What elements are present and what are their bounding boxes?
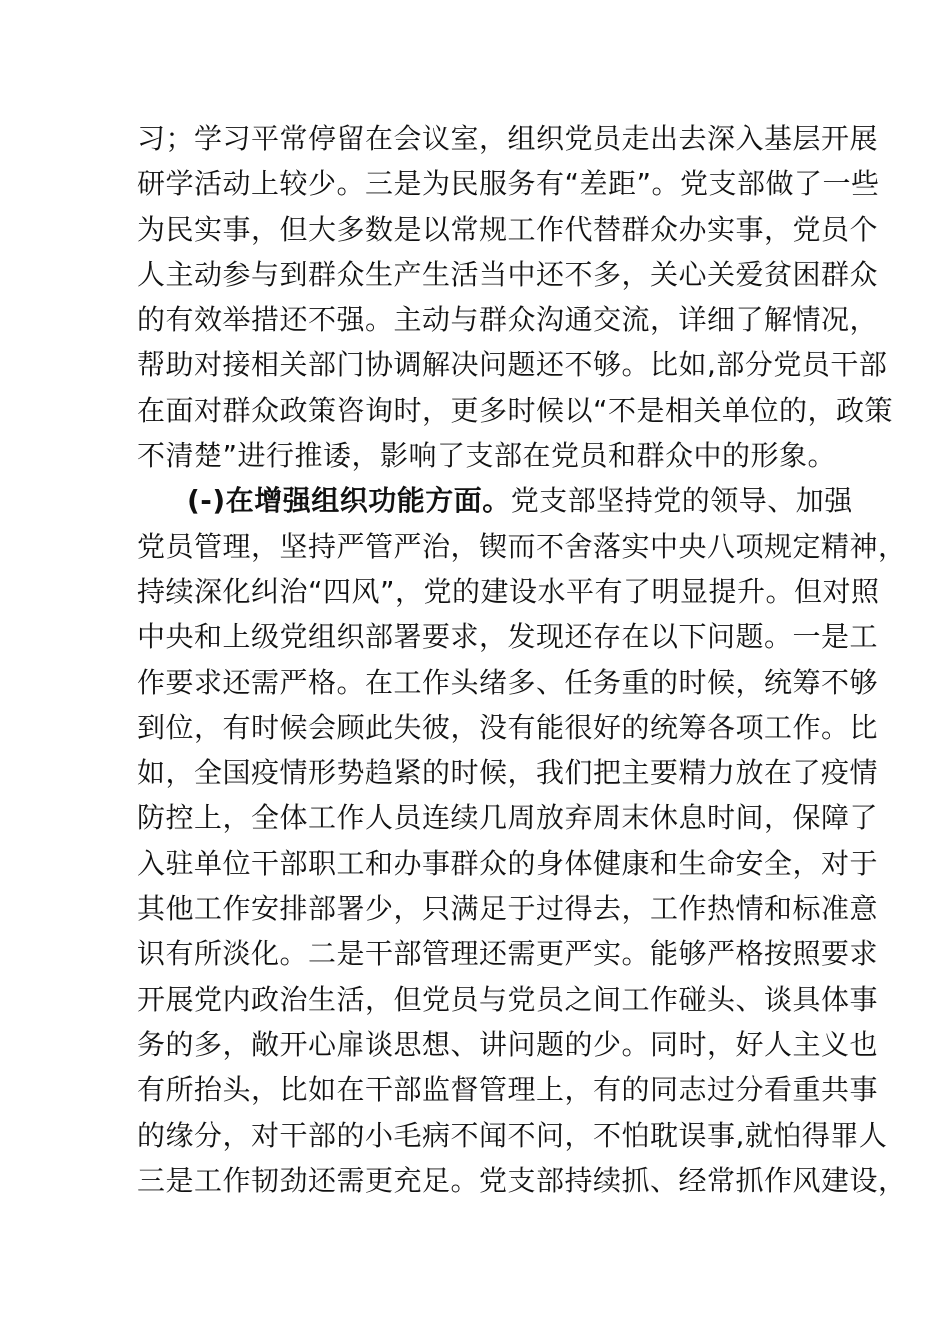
paragraph-line: 务的多，敞开心扉谈思想、讲问题的少。同时，好人主义也 bbox=[137, 1027, 879, 1061]
paragraph-line: 入驻单位干部职工和办事群众的身体健康和生命安全，对于 bbox=[137, 846, 879, 880]
paragraph-line: 研学活动上较少。三是为民服务有“差距”。党支部做了一些 bbox=[137, 167, 880, 201]
paragraph-line: 习；学习平常停留在会议室，组织党员走出去深入基层开展 bbox=[137, 122, 879, 155]
paragraph-line: 有所抬头，比如在干部监督管理上，有的同志过分看重共事 bbox=[137, 1073, 879, 1107]
paragraph-line: 的缘分，对干部的小毛病不闻不问，不怕耽误事,就怕得罪人 bbox=[137, 1118, 888, 1152]
paragraph-line: 开展党内政治生活，但党员与党员之间工作碰头、谈具体事 bbox=[137, 982, 879, 1016]
paragraph-line: 不清楚”进行推诿，影响了支部在党员和群众中的形象。 bbox=[137, 439, 837, 473]
paragraph-line: 为民实事，但大多数是以常规工作代替群众办实事，党员个 bbox=[137, 212, 879, 246]
paragraph-line: 识有所淡化。二是干部管理还需更严实。能够严格按照要求 bbox=[137, 937, 879, 971]
paragraph-line: 持续深化纠治“四风”，党的建设水平有了明显提升。但对照 bbox=[137, 574, 880, 608]
paragraph-line: 防控上，全体工作人员连续几周放弃周末休息时间，保障了 bbox=[137, 801, 879, 835]
paragraph-line: 帮助对接相关部门协调解决问题还不够。比如,部分党员干部 bbox=[137, 348, 888, 382]
section-heading: (-)在增强组织功能方面。 bbox=[187, 484, 511, 518]
section-first-line-text: 党支部坚持党的领导、加强 bbox=[510, 484, 853, 518]
paragraph-line: 党员管理，坚持严管严治，锲而不舍落实中央八项规定精神， bbox=[137, 529, 907, 563]
paragraph-line: 其他工作安排部署少，只满足于过得去，工作热情和标准意 bbox=[137, 892, 879, 926]
paragraph-line: 的有效举措还不强。主动与群众沟通交流，详细了解情况， bbox=[137, 303, 879, 337]
paragraph-line: 作要求还需严格。在工作头绪多、任务重的时候，统筹不够 bbox=[137, 665, 879, 699]
paragraph-line: 中央和上级党组织部署要求，发现还存在以下问题。一是工 bbox=[137, 620, 879, 654]
document-body bbox=[137, 116, 907, 1203]
paragraph-line: 人主动参与到群众生产生活当中还不多，关心关爱贫困群众 bbox=[137, 257, 879, 291]
paragraph-line: 在面对群众政策咨询时，更多时候以“不是相关单位的，政策 bbox=[137, 393, 894, 427]
section-first-line bbox=[137, 478, 853, 523]
paragraph-line: 到位，有时候会顾此失彼，没有能很好的统筹各项工作。比 bbox=[137, 710, 879, 744]
paragraph-line: 如，全国疫情形势趋紧的时候，我们把主要精力放在了疫情 bbox=[137, 756, 879, 790]
paragraph-line: 三是工作韧劲还需更充足。党支部持续抓、经常抓作风建设， bbox=[137, 1163, 907, 1197]
